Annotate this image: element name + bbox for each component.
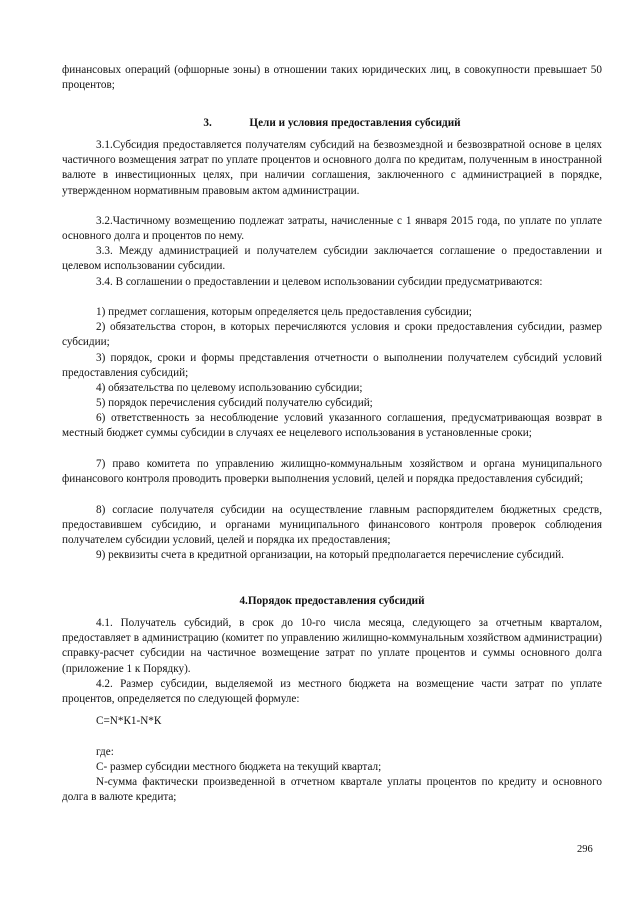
list-item-8: 8) согласие получателя субсидии на осуществление главным распорядителем бюджетных средств, предоставившем субсидию, и органами муниципального финансового контроля проверок соблюдения получателем субсидии условий, целей и порядка их предоставления; <box>62 504 602 547</box>
list-item-1: 1) предмет соглашения, которым определяется цель предоставления субсидии; <box>96 306 472 318</box>
definition-n: N-сумма фактически произведенной в отчетном квартале уплаты процентов по кредиту и основного долга в валюте кредита; <box>62 776 602 804</box>
paragraph-3-3: 3.3. Между администрацией и получателем субсидии заключается соглашение о предоставлении и целевом использовании субсидии. <box>62 245 602 273</box>
paragraph-3-1: 3.1.Субсидия предоставляется получателям субсидий на безвозмездной и безвозвратной основе в целях частичного возмещения затрат по уплате процентов и основного долга по кредитам, полученным в иностранной валюте в инвестиционных целях, при наличии соглашения, заключенного с администрацией в порядке, утвержденном нормативным правовым актом администрации. <box>62 139 602 197</box>
definition-c: С- размер субсидии местного бюджета на текущий квартал; <box>96 761 382 773</box>
where-label: где: <box>96 746 114 758</box>
paragraph-3-4: 3.4. В соглашении о предоставлении и целевом использовании субсидии предусматриваются: <box>96 276 543 288</box>
section-3-title: Цели и условия предоставления субсидий <box>249 117 461 129</box>
list-item-2: 2) обязательства сторон, в которых перечисляются условия и сроки предоставления субсидии, размер субсидии; <box>62 321 602 349</box>
page-number: 296 <box>577 844 593 855</box>
list-item-9: 9) реквизиты счета в кредитной организации, на который предполагается перечисление субсидий. <box>96 549 564 561</box>
section-3-number: 3. <box>203 117 212 129</box>
paragraph-4-2: 4.2. Размер субсидии, выделяемой из местного бюджета на возмещение части затрат по уплате процентов, определяется по следующей формуле: <box>62 678 602 706</box>
formula: С=N*К1-N*К <box>96 715 162 727</box>
paragraph-3-2: 3.2.Частичному возмещению подлежат затраты, начисленные с 1 января 2015 года, по уплате по уплате основного долга и процентов по нему. <box>62 215 602 243</box>
list-item-6: 6) ответственность за несоблюдение условий указанного соглашения, предусматривающая возврат в местный бюджет суммы субсидии в случаях ее нецелевого использования в установленные сроки; <box>62 412 602 440</box>
paragraph-4-1: 4.1. Получатель субсидий, в срок до 10-го числа месяца, следующего за отчетным кварталом, предоставляет в администрацию (комитет по управлению жилищно-коммунальным хозяйством администрации) справку-расчет субсидии на частичное возмещение затрат по уплате процентов и суммы основного долга (приложение 1 к Порядку). <box>62 617 602 675</box>
list-item-5: 5) порядок перечисления субсидий получателю субсидий; <box>96 397 373 409</box>
list-item-7: 7) право комитета по управлению жилищно-коммунальным хозяйством и органа муниципального финансового контроля проводить проверки выполнения условий, целей и порядка предоставления субсидий; <box>62 458 602 486</box>
list-item-3: 3) порядок, сроки и формы представления отчетности о выполнении получателем субсидий условий предоставления субсидий; <box>62 352 602 380</box>
section-4-heading: 4.Порядок предоставления субсидий <box>239 595 425 607</box>
list-item-4: 4) обязательства по целевому использованию субсидии; <box>96 382 363 394</box>
intro-paragraph: финансовых операций (офшорные зоны) в отношении таких юридических лиц, в совокупности превышает 50 процентов; <box>62 64 602 92</box>
section-3-heading <box>62 116 602 131</box>
